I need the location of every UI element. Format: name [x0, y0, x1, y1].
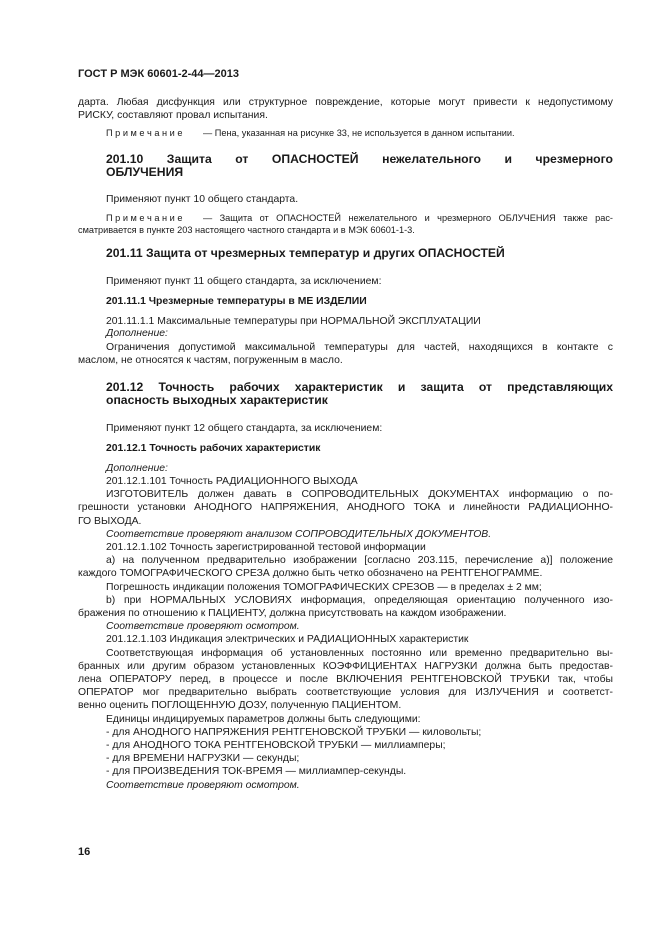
- paragraph-line: Применяют пункт 12 общего стандарта, за исключением:: [106, 423, 383, 434]
- subsection-heading: 201.12.1 Точность рабочих характеристик: [106, 443, 321, 454]
- paragraph-line: каждого ТОМОГРАФИЧЕСКОГО СРЕЗА должно быть четко обозначено на РЕНТГЕНОГРАММЕ.: [78, 568, 543, 579]
- section-heading-cont: ОБЛУЧЕНИЯ: [106, 165, 184, 179]
- paragraph-line: ГО ВЫХОДА.: [78, 516, 142, 527]
- paragraph-line: Применяют пункт 11 общего стандарта, за исключением:: [106, 276, 382, 287]
- note-label: П р и м е ч а н и е: [106, 213, 183, 223]
- addition-label: Дополнение:: [106, 328, 168, 339]
- compliance-note: Соответствие проверяют осмотром.: [106, 780, 300, 791]
- section-heading: 201.11 Защита от чрезмерных температур и других ОПАСНОСТЕЙ: [106, 246, 505, 260]
- paragraph-line: дарта. Любая дисфункция или структурное повреждение, которые могут привести к недопустимому: [78, 97, 613, 108]
- paragraph-line: венно оценить ПОГЛОЩЕННУЮ ДОЗУ, полученную ПАЦИЕНТОМ.: [78, 700, 402, 711]
- document-header: ГОСТ Р МЭК 60601-2-44—2013: [78, 68, 239, 80]
- paragraph-line: Погрешность индикации положения ТОМОГРАФИЧЕСКИХ СРЕЗОВ — в пределах ± 2 мм;: [106, 582, 542, 593]
- paragraph-line: Соответствующая информация об установленных постоянно или временно предварительно вы-: [106, 648, 613, 659]
- paragraph-line: а) на полученном предварительно изображении [согласно 203.115, перечисление а)] положение: [106, 555, 613, 566]
- paragraph-line: 201.11.1.1 Максимальные температуры при НОРМАЛЬНОЙ ЭКСПЛУАТАЦИИ: [106, 316, 481, 327]
- paragraph-line: РИСКУ, составляют провал испытания.: [78, 110, 268, 121]
- paragraph-line: бражения по отношению к ПАЦИЕНТУ, должна присутствовать на каждом изображении.: [78, 608, 507, 619]
- paragraph-line: ОПЕРАТОР мог предварительно выбрать соответствующие условия для ИЗЛУЧЕНИЯ и соответст-: [78, 687, 613, 698]
- section-heading: 201.10 Защита от ОПАСНОСТЕЙ нежелательного и чрезмерного: [106, 152, 613, 166]
- paragraph-line: лена ОПЕРАТОРУ перед, в процессе и после ВКЛЮЧЕНИЯ РЕНТГЕНОВСКОЙ ТРУБКИ так, чтобы: [78, 674, 613, 685]
- note-text: — Защита от ОПАСНОСТЕЙ нежелательного и чрезмерного ОБЛУЧЕНИЯ также рас-: [203, 213, 613, 223]
- list-item: - для ПРОИЗВЕДЕНИЯ ТОК-ВРЕМЯ — миллиампер-секунды.: [106, 766, 407, 777]
- paragraph-line: b) при НОРМАЛЬНЫХ УСЛОВИЯХ информация, определяющая ориентацию полученного изо-: [106, 595, 613, 606]
- page-number: 16: [78, 846, 91, 858]
- paragraph-line: 201.12.1.101 Точность РАДИАЦИОННОГО ВЫХОДА: [106, 476, 358, 487]
- section-heading: 201.12 Точность рабочих характеристик и защита от представляющих: [106, 380, 613, 394]
- paragraph-line: Применяют пункт 10 общего стандарта.: [106, 194, 299, 205]
- paragraph-line: Ограничения допустимой максимальной температуры для частей, находящихся в контакте с: [106, 342, 613, 353]
- section-heading-cont: опасность выходных характеристик: [106, 393, 328, 407]
- list-item: - для АНОДНОГО ТОКА РЕНТГЕНОВСКОЙ ТРУБКИ — миллиамперы;: [106, 740, 446, 751]
- addition-label: Дополнение:: [106, 463, 168, 474]
- paragraph-line: Единицы индицируемых параметров должны быть следующими:: [106, 714, 421, 725]
- note-text: — Пена, указанная на рисунке 33, не используется в данном испытании.: [203, 128, 515, 138]
- note-text: сматривается в пункте 203 настоящего частного стандарта и в МЭК 60601-1-3.: [78, 225, 415, 235]
- compliance-note: Соответствие проверяют осмотром.: [106, 621, 300, 632]
- note-label: П р и м е ч а н и е: [106, 128, 183, 138]
- paragraph-line: маслом, не относятся к частям, погруженным в масло.: [78, 355, 343, 366]
- subsection-heading: 201.11.1 Чрезмерные температуры в МЕ ИЗДЕЛИИ: [106, 296, 367, 307]
- list-item: - для АНОДНОГО НАПРЯЖЕНИЯ РЕНТГЕНОВСКОЙ ТРУБКИ — киловольты;: [106, 727, 482, 738]
- compliance-note: Соответствие проверяют анализом СОПРОВОДИТЕЛЬНЫХ ДОКУМЕНТОВ.: [106, 529, 492, 540]
- paragraph-line: бранных или другим образом установленных КОЭФФИЦИЕНТАХ НАГРУЗКИ должна быть предостав-: [78, 661, 613, 672]
- paragraph-line: 201.12.1.102 Точность зарегистрированной тестовой информации: [106, 542, 426, 553]
- paragraph-line: 201.12.1.103 Индикация электрических и РАДИАЦИОННЫХ характеристик: [106, 634, 469, 645]
- list-item: - для ВРЕМЕНИ НАГРУЗКИ — секунды;: [106, 753, 300, 764]
- paragraph-line: ИЗГОТОВИТЕЛЬ должен давать в СОПРОВОДИТЕЛЬНЫХ ДОКУМЕНТАХ информацию о по-: [106, 489, 613, 500]
- paragraph-line: грешности установки АНОДНОГО НАПРЯЖЕНИЯ, АНОДНОГО ТОКА и линейности РАДИАЦИОННО-: [78, 502, 613, 513]
